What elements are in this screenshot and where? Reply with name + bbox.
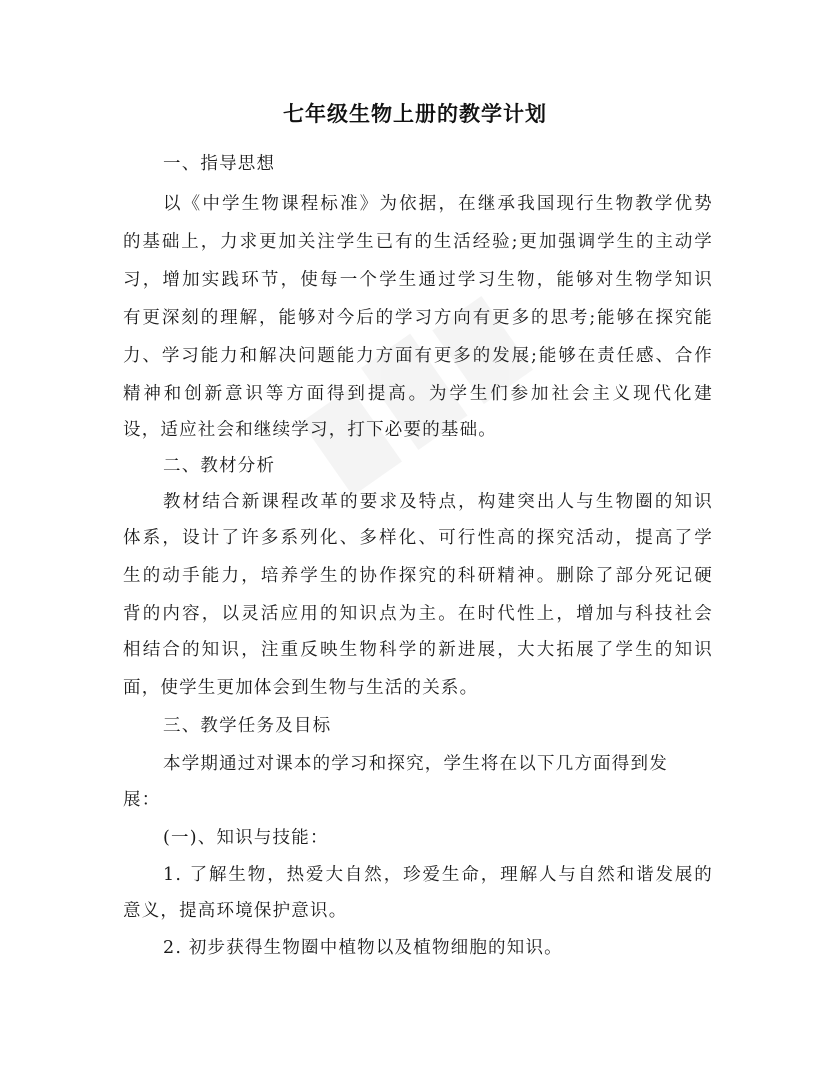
paragraph-line: 设，适应社会和继续学习，打下必要的基础。: [123, 420, 497, 440]
paragraph-line: 体系，设计了许多系列化、多样化、可行性高的探究活动，提高了学: [123, 528, 713, 548]
sub-heading-knowledge-skills: (一)、知识与技能：: [163, 828, 329, 848]
paragraph-line: 面，使学生更加体会到生物与生活的关系。: [123, 678, 479, 698]
list-item: 1. 了解生物，热爱大自然，珍爱生命，理解人与自然和谐发展的: [163, 865, 713, 885]
paragraph-line: 本学期通过对课本的学习和探究，学生将在以下几方面得到发: [163, 754, 668, 774]
paragraph-line: 以《中学生物课程标准》为依据，在继承我国现行生物教学优势: [163, 194, 713, 214]
list-item: 2. 初步获得生物圈中植物以及植物细胞的知识。: [163, 938, 563, 958]
paragraph-line: 教材结合新课程改革的要求及特点，构建突出人与生物圈的知识: [163, 492, 713, 512]
paragraph-line: 展：: [123, 790, 161, 810]
section-heading-textbook-analysis: 二、教材分析: [163, 456, 276, 476]
section-heading-teaching-tasks: 三、教学任务及目标: [163, 716, 332, 736]
paragraph-line: 精神和创新意识等方面得到提高。为学生们参加社会主义现代化建: [123, 384, 713, 404]
paragraph-line: 的基础上，力求更加关注学生已有的生活经验;更加强调学生的主动学: [123, 232, 713, 252]
paragraph-line: 生的动手能力，培养学生的协作探究的科研精神。删除了部分死记硬: [123, 566, 713, 586]
paragraph-line: 习，增加实践环节，使每一个学生通过学习生物，能够对生物学知识: [123, 270, 713, 290]
paragraph-line: 背的内容，以灵活应用的知识点为主。在时代性上，增加与科技社会: [123, 604, 713, 624]
paragraph-line: 力、学习能力和解决问题能力方面有更多的发展;能够在责任感、合作: [123, 346, 713, 366]
list-item-continuation: 意义，提高环境保护意识。: [123, 901, 348, 921]
paragraph-line: 相结合的知识，注重反映生物科学的新进展，大大拓展了学生的知识: [123, 640, 713, 660]
section-heading-guiding-ideology: 一、指导思想: [163, 154, 276, 174]
paragraph-line: 有更深刻的理解，能够对今后的学习方向有更多的思考;能够在探究能: [123, 308, 713, 328]
document-title: 七年级生物上册的教学计划: [283, 102, 547, 126]
